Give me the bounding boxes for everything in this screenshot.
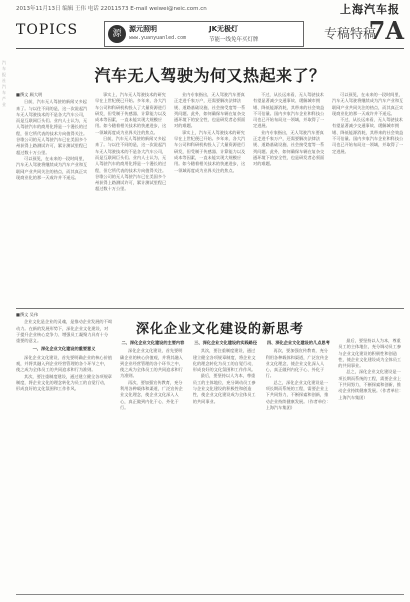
page-footer-rule [16, 594, 404, 595]
article2-column: 四、深化企业文化建设的几点思考 再次，要加强宣传教育，充分利用各种载体和渠道，广泛宣传企业文化理念，使企业文化深入人心，真正做到内化于心、外化于行。 总之，深化企业文化建设是一项长期而系统的工程，需要企业上下共同努力，不断探索和创新，推动企业持续健康发展。（作者单位：上海汽车集团） [265, 340, 331, 410]
article2-byline: ■撰文 吴伟 [16, 312, 39, 317]
page-number: 7A [368, 16, 404, 45]
topics-label: TOPICS [16, 22, 79, 38]
ad-url: www.yuanyuanled.com [129, 35, 187, 41]
article1-headline: 汽车无人驾驶为何又热起来了？ [94, 66, 326, 85]
page-banner [16, 18, 404, 49]
ad-brand: 源元照明 [129, 25, 157, 33]
dateline: 2013年11月13日 编辑 王伟 电话 22011573 E-mail weiwei@neic.com.cn [16, 6, 207, 12]
article2-column: 二、深化企业文化建设的主要内容 深化企业文化建设，首先要明确企业的核心价值观，并将其融入到企业经营管理的各个环节之中，使之成为全体员工的共同追求和行为准则。 再次，要加强宣传教育，充分利用各种载体和渠道，广泛宣传企业文化理念，使企业文化深入人心，真正做到内化于心、外化于行。 [120, 340, 185, 410]
article1-column: 不过，从长远来看，无人驾驶技术有望显著减少交通事故、缓解城市拥堵、降低能源消耗，其带来的社会效益不可估量。国内多家汽车企业和科技公司也已开始布局这一领域，并取得了一定进展。 业内专家指出，无人驾驶汽车要真正走进千家万户，还需要解决法律法规、道路基础设施、社会接受度等一系列问题。此外，如何确保车辆在复杂交通环境下的安全性，也是研发者必须面对的难题。 [253, 92, 325, 167]
article1-column: ■撰文 顾大明 日前，汽车无人驾驶的新闻又多起来了。与以往不同的是，这一次说起汽车无人驾驶技术的不是各大汽车公司，而是互联网巨头们。业内人士认为，无人驾驶汽车的商用化将是一个漫长的过程，但它所代表的技术方向值得关注。谷歌公司的无人驾驶汽车已在美国多个州获得上路测试许可，累计测试里程已超过数十万公里。 可以预见，在未来的一段时间里，汽车无人驾驶将继续成为汽车产业和互联网产业共同关注的热点，而其真正实现商业化的那一天或许并不遥远。 [16, 92, 88, 180]
brand-logo-icon: 源 [108, 25, 126, 43]
ad-product: JK无极灯 [209, 25, 239, 33]
section-title: 专稿特稿 [323, 27, 376, 42]
header-advertisement[interactable] [104, 21, 304, 47]
paper-name: 上海汽车报 [340, 3, 400, 16]
ad-slogan: 节能一线免年买灯牌 [209, 37, 259, 43]
article1-byline: ■撰文 顾大明 [16, 92, 43, 97]
article2-column: 最后，要坚持以人为本，尊重员工的主体地位，充分调动员工参与企业文化建设的积极性和创造性，使企业文化建设成为全体员工的共同事业。 总之，深化企业文化建设是一项长期而系统的工程，需要企业上下共同努力，不断探索和创新，推动企业持续健康发展。（作者单位：上海汽车集团） [338, 338, 404, 400]
section-divider [16, 308, 404, 309]
article2-body [120, 338, 404, 592]
article1-column: 可以预见，在未来的一段时间里，汽车无人驾驶将继续成为汽车产业和互联网产业共同关注的热点，而其真正实现商业化的那一天或许并不遥远。 不过，从长远来看，无人驾驶技术有望显著减少交通事故、缓解城市拥堵、降低能源消耗，其带来的社会效益不可估量。国内多家汽车企业和科技公司也已开始布局这一领域，并取得了一定进展。 [332, 92, 404, 154]
article1-column: 业内专家指出，无人驾驶汽车要真正走进千家万户，还需要解决法律法规、道路基础设施、社会接受度等一系列问题。此外，如何确保车辆在复杂交通环境下的安全性，也是研发者必须面对的难题。 事实上，汽车无人驾驶技术的研究早在上世纪便已开始。多年来，各大汽车公司和科研机构投入了大量资源进行研发，但受制于传感器、计算能力以及成本等因素，一直未能实现大规模应用。如今随着相关技术的快速进步，这一领域再度成为业界关注的焦点。 [174, 92, 246, 173]
article2-column: 三、深化企业文化建设的实践路径 其次，要注重制度建设，通过建立健全各项规章制度，将企业文化的理念转化为员工的自觉行动，形成良好的文化氛围和工作作风。 最后，要坚持以人为本，尊重员工的主体地位，充分调动员工参与企业文化建设的积极性和创造性，使企业文化建设成为全体员工的共同事业。 [192, 340, 258, 404]
left-margin-text: 汽 车 报 社 汽 车 产 业 [2, 60, 6, 107]
article1-column: 事实上，汽车无人驾驶技术的研究早在上世纪便已开始。多年来，各大汽车公司和科研机构投入了大量资源进行研发，但受制于传感器、计算能力以及成本等因素，一直未能实现大规模应用。如今随着相关技术的快速进步，这一领域再度成为业界关注的焦点。 日前，汽车无人驾驶的新闻又多起来了。与以往不同的是，这一次说起汽车无人驾驶技术的不是各大汽车公司，而是互联网巨头们。业内人士认为，无人驾驶汽车的商用化将是一个漫长的过程，但它所代表的技术方向值得关注。谷歌公司的无人驾驶汽车已在美国多个州获得上路测试许可，累计测试里程已超过数十万公里。 [95, 92, 167, 192]
article2-subhead: 一、深化企业文化建设的重要意义 [32, 346, 96, 352]
article1-body [16, 92, 404, 304]
top-dateline-bar [0, 0, 410, 14]
article2-left-column: ■撰文 吴伟 企业文化是企业的灵魂，是推动企业发展的不竭动力。在新的发展形势下，深化企业文化建设，对于提升企业核心竞争力、增强员工凝聚力具有十分重要的意义。 一、深化企业文化建设的重要意义 深化企业文化建设，首先要明确企业的核心价值观，并将其融入到企业经营管理的各个环节之中，使之成为全体员工的共同追求和行为准则。 其次，要注重制度建设，通过建立健全各项规章制度，将企业文化的理念转化为员工的自觉行动，形成良好的文化氛围和工作作风。 [16, 312, 112, 392]
article2-headline: 深化企业文化建设的新思考 [135, 322, 304, 337]
